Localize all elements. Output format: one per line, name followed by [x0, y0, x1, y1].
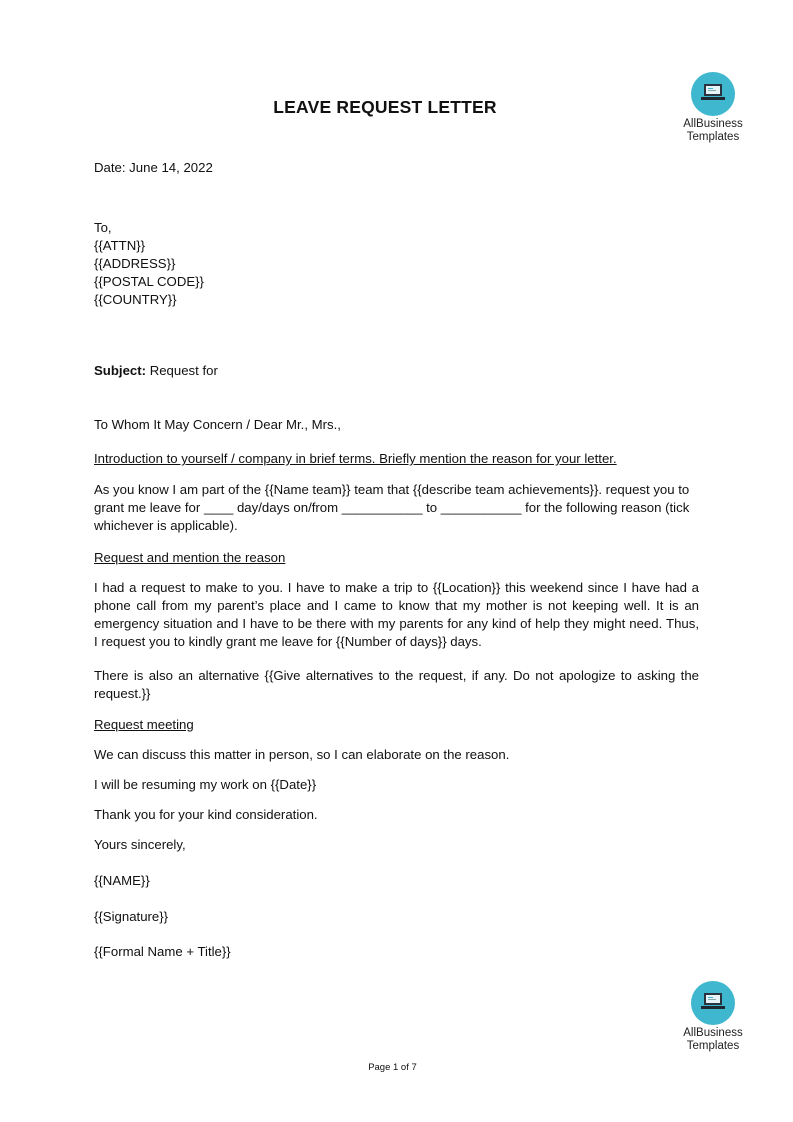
reason-paragraph: I had a request to make to you. I have to make a trip to {{Location}} this weekend since I have had a phone call from my parent’s place and I came to know that my mother is not keeping well. It is an emergency situation and I have to be there with my parents for any kind of help they might need. Thus, I request you to kindly grant me leave for {{Number of days}} days. [94, 580, 699, 649]
resume-paragraph: I will be resuming my work on {{Date}} [94, 777, 317, 792]
subject-label: Subject: [94, 363, 147, 378]
meeting-heading: Request meeting [94, 717, 194, 732]
address-line: {{ATTN}} [94, 238, 146, 253]
closing: Yours sincerely, [94, 837, 186, 852]
address-line: {{COUNTRY}} [94, 292, 177, 307]
intro-heading: Introduction to yourself / company in brief terms. Briefly mention the reason for your letter. [94, 451, 617, 466]
subject-text: Request for [146, 363, 218, 378]
sender-name: {{NAME}} [94, 873, 150, 888]
letter-date: Date: June 14, 2022 [94, 160, 213, 175]
alternative-paragraph: There is also an alternative {{Give alternatives to the request, if any. Do not apologize to asking the request.}} [94, 668, 699, 701]
address-line: To, [94, 220, 112, 235]
formal-name-title: {{Formal Name + Title}} [94, 944, 231, 959]
footer-logo [673, 981, 753, 1053]
laptop-icon [691, 981, 735, 1025]
reason-heading: Request and mention the reason [94, 550, 286, 565]
logo-text: AllBusiness Templates [683, 1027, 743, 1052]
meeting-paragraph: We can discuss this matter in person, so I can elaborate on the reason. [94, 747, 510, 762]
intro-paragraph: As you know I am part of the {{Name team}} team that {{describe team achievements}}. request you to grant me leave for ____ day/days on/from ___________ to ___________ for the following reason (tick whichever is applicable). [94, 482, 690, 533]
address-line: {{POSTAL CODE}} [94, 274, 204, 289]
recipient-address [94, 219, 204, 309]
logo-text: AllBusiness Templates [683, 118, 743, 143]
subject-line [94, 362, 218, 380]
thanks-paragraph: Thank you for your kind consideration. [94, 807, 318, 822]
page-number: Page 1 of 7 [368, 1062, 417, 1073]
salutation: To Whom It May Concern / Dear Mr., Mrs., [94, 417, 341, 432]
page-title: LEAVE REQUEST LETTER [273, 97, 497, 117]
signature: {{Signature}} [94, 909, 169, 924]
address-line: {{ADDRESS}} [94, 256, 176, 271]
